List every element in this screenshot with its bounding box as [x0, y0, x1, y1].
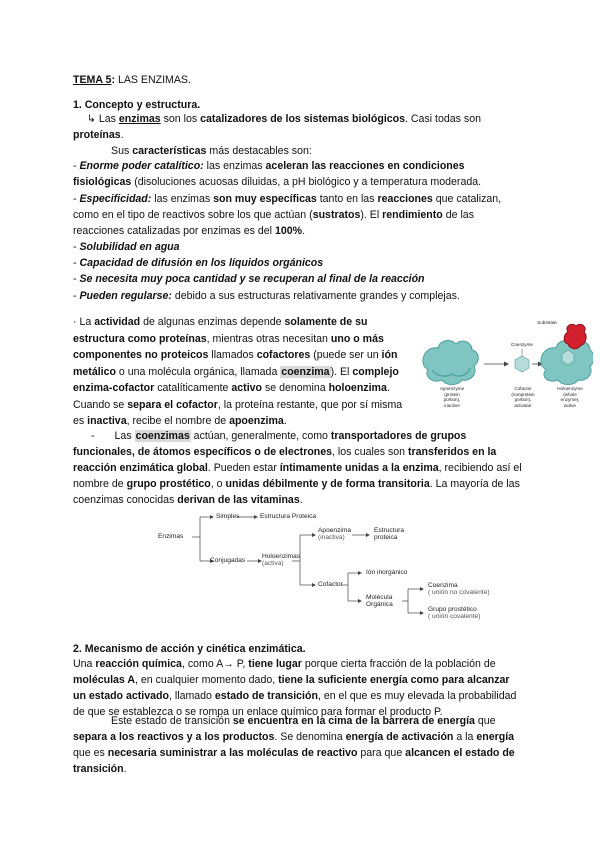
text: . Se denomina — [274, 731, 346, 743]
grupo-text: Grupo prostético — [428, 606, 477, 613]
term: holoenzima — [328, 382, 387, 394]
apoenzyme-label: Apoenzyme (protein portion), inactive — [439, 386, 465, 408]
coenzyme-label: Coenzyme — [511, 342, 533, 347]
bullet: - — [73, 290, 80, 302]
text: debido a sus estructuras relativamente grandes y complejas. — [171, 290, 460, 302]
node-enzimas: Enzimas — [158, 533, 184, 540]
term: activo — [231, 382, 263, 394]
text: , o — [210, 478, 226, 490]
holoenzimas-sub: (activa) — [262, 560, 284, 568]
text: , recibe el nombre de — [126, 415, 230, 427]
text: . Cuando se — [73, 382, 390, 411]
characteristic-item — [73, 158, 513, 190]
intro-text: Las — [95, 113, 119, 125]
text: que catalizan, como en el tipo de reactivos sobre los que actúan ( — [73, 193, 502, 221]
text: . — [123, 763, 127, 775]
arrow-head — [312, 533, 316, 537]
text: . La mayoría de las coenzimas conocidas — [73, 478, 520, 506]
coenzima-sub: ( unión no covalente) — [428, 589, 490, 597]
text: P, — [233, 658, 249, 670]
term: transportadores de grupos funcionales, de átomos específicos o de electrones — [73, 430, 467, 458]
bullet: - — [91, 430, 95, 442]
text: llamados — [208, 349, 257, 361]
term: separa el cofactor — [127, 398, 218, 411]
text: de algunas enzimas depende — [140, 316, 285, 328]
organica-text: Orgánica — [366, 601, 393, 609]
text: que es — [73, 747, 108, 759]
section2-paragraph-1 — [73, 656, 525, 720]
cofactor-label: Cofactor (nonprotein portion), activator — [511, 386, 535, 408]
characteristics-intro — [73, 143, 533, 159]
term: alcancen el estado de transición — [73, 747, 515, 775]
diagram-lines — [150, 505, 470, 635]
text: Sus — [111, 145, 133, 157]
text: Este estado de transición — [111, 715, 233, 727]
term: reacciones — [377, 193, 433, 205]
arrow-head — [504, 362, 509, 367]
characteristic-item — [73, 255, 533, 271]
term: moléculas A — [73, 674, 136, 686]
term: uno o más componentes no proteicos — [73, 332, 384, 361]
text: , en cualquier momento dado, — [135, 674, 279, 686]
holoenzyme-shape — [541, 341, 593, 385]
term-highlighted: coenzimas — [135, 430, 190, 442]
arrow-head — [358, 599, 362, 603]
item-title: Solubilidad en agua — [79, 241, 180, 253]
node-apoenzima — [318, 527, 351, 542]
node-grupo-prostetico — [428, 606, 480, 621]
text: , en el que es muy elevada la probabilidad de que se establezca o se rompa un enlace químico para formar el producto P. — [73, 690, 517, 718]
term: complejo enzima-cofactor — [73, 365, 399, 394]
text: · La — [73, 316, 95, 328]
intro-paragraph — [73, 111, 513, 143]
text: porque cierta fracción de la población de — [301, 658, 496, 670]
arrow-head — [366, 533, 370, 537]
text: . — [302, 225, 306, 237]
text: , llamado — [168, 690, 215, 702]
text: de las reacciones catalizadas por enzimas es del — [73, 209, 474, 237]
intro-text: son los — [160, 113, 201, 125]
enzyme-classification-diagram — [150, 505, 490, 635]
term: solamente de su estructura como proteínas — [73, 316, 368, 345]
text: Las — [114, 430, 135, 442]
enzyme-cofactor-figure — [418, 322, 593, 416]
text: ). El — [330, 365, 353, 378]
right-arrow-icon: → — [223, 658, 234, 670]
document-title — [73, 72, 553, 88]
section2-heading: 2. Mecanismo de acción y cinética enzimática. — [73, 643, 306, 655]
text: . Pueden estar — [207, 462, 280, 474]
text: catalíticamente — [154, 382, 232, 394]
item-title: Capacidad de difusión en los líquidos orgánicos — [79, 257, 324, 269]
holoenzyme-label: Holoenzyme (whole enzyme), active — [557, 386, 583, 408]
node-coenzima — [428, 582, 490, 597]
node-ion-inorganico: Ión inorgánico — [366, 569, 408, 576]
arrow-head — [358, 571, 362, 575]
coenzyme-paragraph — [73, 428, 523, 508]
return-arrow-icon: ↳ — [87, 113, 96, 125]
node-molecula-organica — [366, 594, 393, 609]
text: ). El — [360, 209, 383, 221]
title-rest: LAS ENZIMAS. — [115, 74, 191, 86]
text: para que — [357, 747, 406, 759]
text: actúan, generalmente, como — [190, 430, 331, 442]
text: o una molécula orgánica, llamada — [115, 365, 281, 378]
intro-term-enzimas: enzimas — [118, 113, 161, 125]
term: son muy específicas — [213, 193, 317, 205]
apoenzima-text: Apoenzima — [318, 527, 351, 534]
intro-term: catalizadores de los sistemas biológicos — [200, 113, 406, 125]
term: aceleran las reacciones en condiciones fisiológicas — [73, 160, 465, 188]
text: . — [283, 415, 287, 427]
substrate-label: Substrate — [537, 320, 557, 325]
bullet: - — [73, 193, 80, 205]
term: apoenzima — [229, 415, 284, 427]
text: (puede ser un — [310, 349, 382, 361]
intro-text: . — [120, 129, 124, 141]
node-simples: Simples — [216, 513, 240, 520]
characteristic-item — [73, 191, 513, 239]
term: energía — [476, 731, 515, 743]
term: transferidos en la reacción enzimática global — [73, 446, 497, 474]
arrow-head — [420, 587, 424, 591]
section2-paragraph-2 — [73, 713, 525, 777]
text: más destacables son: — [206, 145, 312, 157]
term: 100% — [274, 225, 303, 237]
node-conjugadas: Conjugadas — [210, 557, 246, 564]
term: reacción química — [95, 658, 182, 670]
text: Una — [73, 658, 96, 670]
estructura-text: Estructura — [374, 527, 405, 534]
coenzima-text: Coenzima — [428, 582, 458, 589]
text: , mientras otras necesitan — [206, 332, 331, 345]
characteristic-item — [73, 288, 533, 304]
title-label: TEMA 5 — [73, 74, 112, 86]
term: tiene lugar — [248, 658, 302, 670]
apoenzima-sub: (inactiva) — [318, 534, 345, 542]
bullet: - — [73, 257, 80, 269]
node-cofactor: Cofactor — [318, 581, 343, 588]
item-title: Pueden regularse: — [79, 290, 172, 302]
text: (disoluciones acuosas diluidas, a pH biológico y a temperatura moderada. — [131, 176, 482, 188]
term: energía de activación — [345, 731, 454, 743]
bullet: - — [73, 241, 80, 253]
item-title: Enorme poder catalítico: — [79, 160, 204, 172]
term: ión metálico — [73, 349, 398, 378]
term: íntimamente unidas a la enzima — [279, 462, 439, 474]
text: a la — [453, 731, 477, 743]
node-estructura-proteica-2 — [374, 527, 404, 542]
item-title: Especificidad: — [79, 193, 152, 205]
arrow-head — [312, 583, 316, 587]
term: inactiva — [87, 415, 127, 427]
term: separa a los reactivos y a los productos — [73, 731, 275, 743]
term: sustratos — [312, 209, 361, 221]
term: necesaria suministrar a las moléculas de reactivo — [107, 747, 358, 759]
text: . — [299, 494, 303, 506]
node-estructura-proteica: Estructura Proteica — [260, 513, 317, 520]
term: estado de transición — [214, 690, 318, 702]
text: se denomina — [262, 382, 329, 394]
characteristic-item — [73, 271, 533, 287]
term-highlighted: coenzima — [281, 365, 330, 378]
text: , como A — [181, 658, 224, 670]
term: tiene la suficiente energía como para alcanzar un estado activado — [73, 674, 510, 702]
text: las enzimas — [151, 193, 214, 205]
characteristic-item — [73, 239, 533, 255]
arrow-head — [420, 611, 424, 615]
item-title: Se necesita muy poca cantidad y se recuperan al final de la reacción — [79, 273, 425, 285]
apoenzyme-shape — [423, 341, 478, 385]
text: , los cuales son — [332, 446, 409, 458]
term: derivan de las vitaminas — [177, 494, 300, 506]
text: , la proteína restante, que por sí misma es — [73, 398, 403, 427]
term: características — [132, 145, 207, 157]
text: que — [474, 715, 496, 727]
text: las enzimas — [203, 160, 266, 172]
node-holoenzimas — [262, 553, 300, 568]
text: , recibiendo así el nombre de — [73, 462, 522, 490]
cofactor-paragraph — [73, 314, 413, 430]
term: se encuentra en la cima de la barrera de energía — [232, 715, 475, 727]
proteica-text: proteica — [374, 534, 398, 542]
bullet: - — [73, 160, 80, 172]
arrow-head — [210, 515, 214, 519]
molecula-text: Molécula — [366, 594, 393, 601]
grupo-sub: ( unión covalente) — [428, 613, 481, 621]
title-colon: : — [111, 74, 115, 86]
cofactor-shape — [515, 356, 529, 372]
term: grupo prostético — [126, 478, 211, 490]
section1-heading: 1. Concepto y estructura. — [73, 99, 201, 111]
term: rendimiento — [382, 209, 443, 221]
term: unidas débilmente y de forma transitoria — [225, 478, 430, 490]
term: actividad — [94, 316, 141, 328]
intro-term: proteínas — [73, 129, 121, 141]
text: tanto en las — [316, 193, 378, 205]
bullet: - — [73, 273, 80, 285]
intro-text: . Casi todas son — [405, 113, 481, 125]
term: cofactores — [256, 349, 311, 361]
arrow-head — [254, 515, 258, 519]
holoenzimas-text: Holoenzimas — [262, 553, 301, 560]
